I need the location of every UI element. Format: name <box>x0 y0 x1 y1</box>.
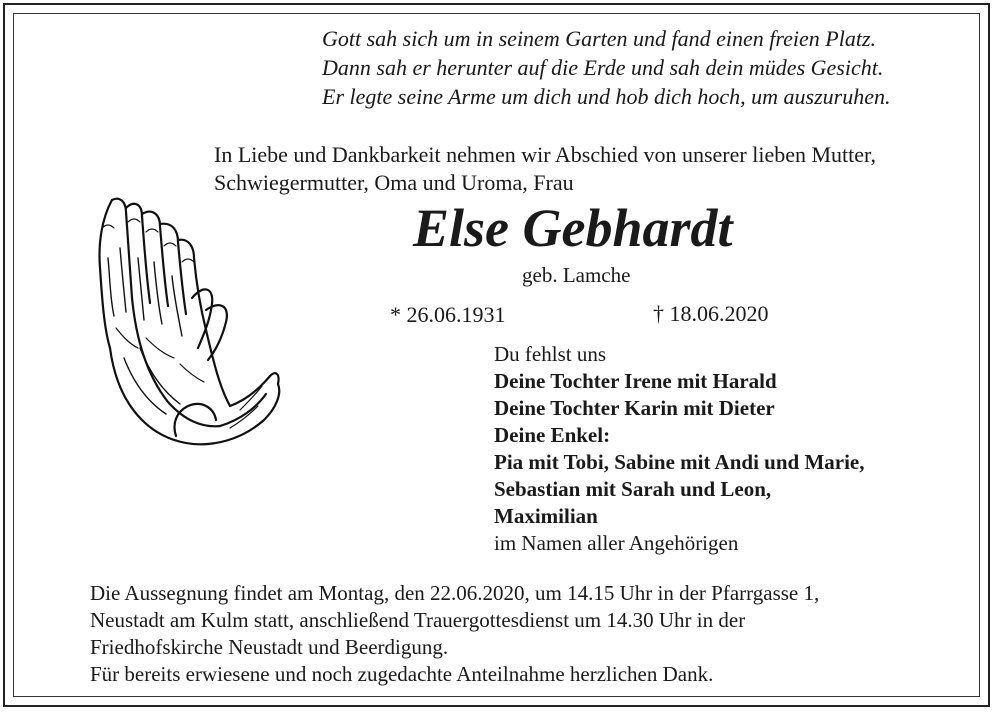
family-member-line: Pia mit Tobi, Sabine mit Andi und Marie, <box>494 450 865 474</box>
poem-line: Gott sah sich um in seinem Garten und fand einen freien Platz. <box>322 26 877 51</box>
family-member-line: Sebastian mit Sarah und Leon, <box>494 477 772 501</box>
deceased-name: Else Gebhardt <box>413 198 733 258</box>
service-info-line: Neustadt am Kulm statt, anschließend Trauergottesdienst um 14.30 Uhr in der <box>90 608 746 632</box>
family-member-line: Deine Tochter Irene mit Harald <box>494 369 777 393</box>
maiden-name: geb. Lamche <box>522 263 631 287</box>
intro-text <box>214 141 876 197</box>
thanks-line: Für bereits erwiesene und noch zugedachte Anteilnahme herzlichen Dank. <box>90 662 714 686</box>
poem-line: Dann sah er herunter auf die Erde und sah dein müdes Gesicht. <box>322 55 884 80</box>
family-closing: im Namen aller Angehörigen <box>494 531 739 555</box>
service-info-line: Friedhofskirche Neustadt und Beerdigung. <box>90 635 449 659</box>
service-info-line: Die Aussegnung findet am Montag, den 22.06.2020, um 14.15 Uhr in der Pfarrgasse 1, <box>90 581 820 605</box>
poem-line: Er legte seine Arme um dich und hob dich hoch, um auszuruhen. <box>322 84 891 109</box>
service-info <box>90 580 819 688</box>
family-member-line: Deine Tochter Karin mit Dieter <box>494 396 775 420</box>
birth-date: * 26.06.1931 <box>390 302 506 327</box>
family-member-line: Deine Enkel: <box>494 423 611 447</box>
intro-line: Schwiegermutter, Oma und Uroma, Frau <box>214 170 574 195</box>
poem <box>322 24 890 111</box>
death-date: † 18.06.2020 <box>653 301 769 326</box>
family-member-line: Maximilian <box>494 504 598 528</box>
praying-hands-icon <box>80 188 295 453</box>
intro-line: In Liebe und Dankbarkeit nehmen wir Abschied von unserer lieben Mutter, <box>214 142 876 167</box>
family-opening: Du fehlst uns <box>494 342 606 366</box>
family-block <box>494 341 865 557</box>
